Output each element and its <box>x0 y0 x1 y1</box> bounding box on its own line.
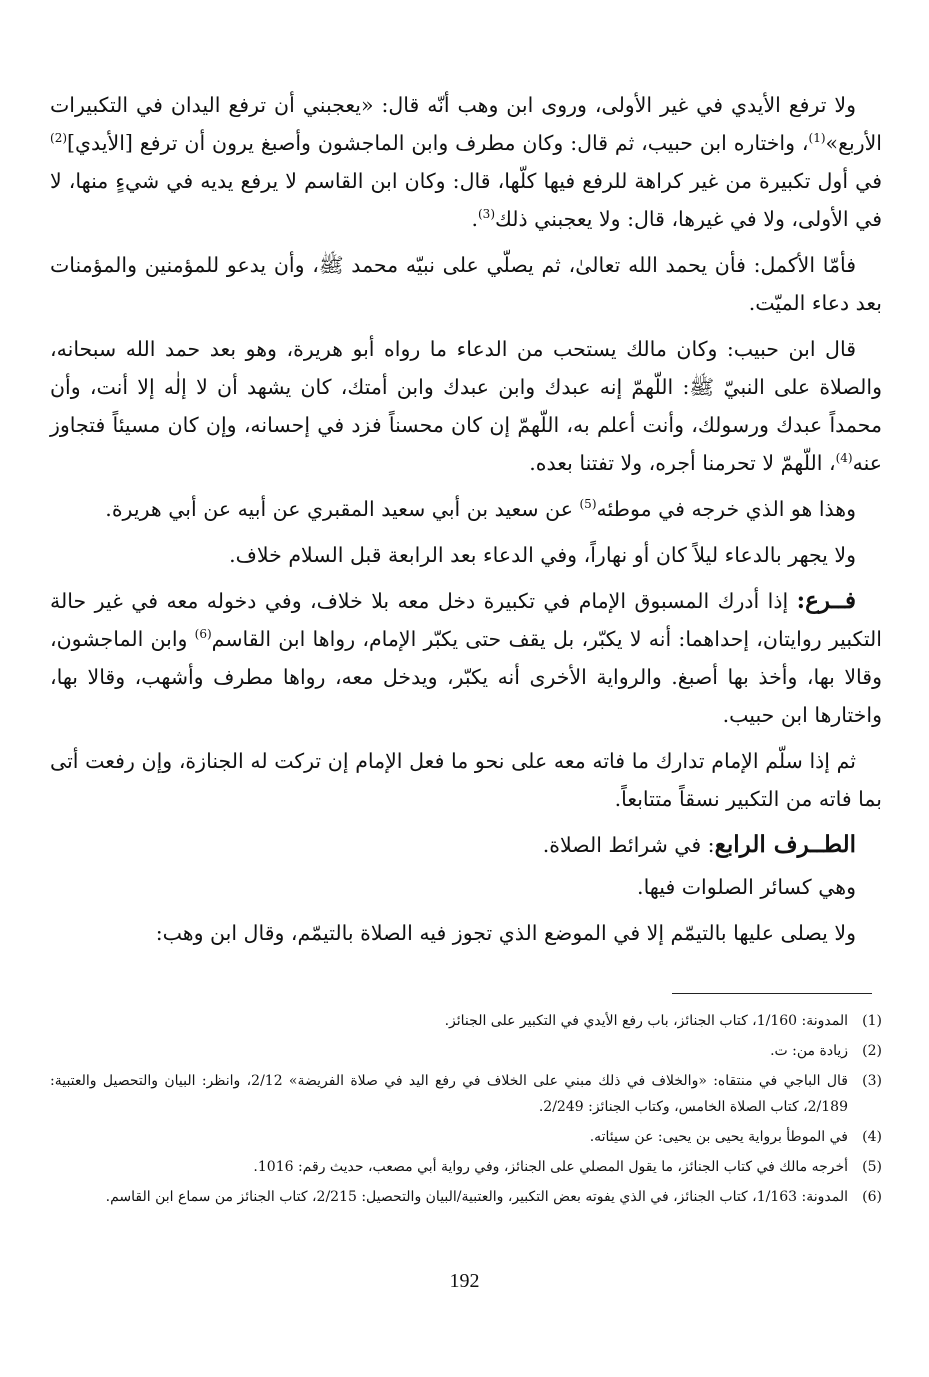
text-run: ولا ترفع الأيدي في غير الأولى، وروى ابن وهب أنّه قال: «يعجبني أن ترفع اليدان في التكبيرات الأربع» <box>50 93 882 155</box>
footnote-number: (5) <box>862 1159 882 1175</box>
footnote <box>50 1068 882 1120</box>
main-text <box>50 86 882 952</box>
footnote-number: (6) <box>862 1189 882 1205</box>
text-run: ثم إذا سلّم الإمام تدارك ما فاته معه على نحو ما فعل الإمام إن تركت له الجنازة، وإن رفعت أتى بما فاته من التكبير نسقاً متتابعاً. <box>50 749 882 811</box>
footnote-number: (3) <box>862 1073 882 1089</box>
paragraph <box>50 742 882 818</box>
text-run: . <box>471 207 478 231</box>
text-run: وابن الماجشون، وقالا بها، وأخذ بها أصبغ. والرواية الأخرى أنه يكبّر، ويدخل معه، رواها مطرف وأشهب، وقالا بها، واختارها ابن حبيب. <box>50 627 882 727</box>
text-run: ، واختاره ابن حبيب، ثم قال: وكان مطرف وابن الماجشون وأصبغ يرون أن ترفع [الأيدي] <box>67 131 809 155</box>
text-run: ولا يصلى عليها بالتيمّم إلا في الموضع الذي تجوز فيه الصلاة بالتيمّم، وقال ابن وهب: <box>155 921 856 945</box>
text-run: ، اللّهمّ لا تحرمنا أجره، ولا تفتنا بعده. <box>529 451 836 475</box>
footnotes <box>50 1008 882 1214</box>
paragraph <box>50 536 882 574</box>
footnote-separator <box>672 993 872 994</box>
section-lead: الطــرف الرابع <box>714 831 856 858</box>
footnote-text: قال الباجي في منتقاه: «والخلاف في ذلك مبني على الخلاف في رفع اليد في صلاة الفريضة» 2/12، وانظر: البيان والتحصيل والعتبية: 2/189، كتاب الصلاة الخامس، وكتاب الجنائز: 2/249. <box>50 1073 848 1115</box>
paragraph <box>50 582 882 734</box>
footnote <box>50 1124 882 1150</box>
text-run: عن سعيد بن أبي سعيد المقبري عن أبيه عن أبي هريرة. <box>105 497 580 521</box>
footnote <box>50 1154 882 1180</box>
paragraph <box>50 246 882 322</box>
footnote-ref: (6) <box>194 627 212 642</box>
text-run: قال ابن حبيب: وكان مالك يستحب من الدعاء ما رواه أبو هريرة، وهو بعد حمد الله سبحانه، والصلاة على النبيّ ﷺ: اللّهمّ إنه عبدك وابن عبدك وابن أمتك، كان يشهد أن لا إلٰه إلا أنت، وأن محمداً عبدك ورسولك، وأنت أعلم به، اللّهمّ إن كان محسناً فزد في إحسانه، وإن كان مسيئاً فتجاوز عنه <box>50 337 882 475</box>
footnote-number: (1) <box>862 1013 882 1029</box>
footnote-ref: (1) <box>808 131 826 146</box>
section-lead: فــرع: <box>796 587 856 614</box>
footnote-ref: (2) <box>50 131 68 146</box>
text-run: إذا أدرك المسبوق الإمام في تكبيرة دخل معه بلا خلاف، وفي دخوله معه في غير حالة التكبير روايتان، إحداهما: أنه لا يكبّر، بل يقف حتى يكبّر الإمام، رواها ابن القاسم <box>50 589 882 651</box>
text-run: : في شرائط الصلاة. <box>542 833 715 857</box>
footnote-text: أخرجه مالك في كتاب الجنائز، ما يقول المصلي على الجنائز، وفي رواية أبي مصعب، حديث رقم: 1016. <box>253 1159 848 1175</box>
paragraph <box>50 826 882 864</box>
paragraph <box>50 86 882 238</box>
text-run: ولا يجهر بالدعاء ليلاً كان أو نهاراً، وفي الدعاء بعد الرابعة قبل السلام خلاف. <box>229 543 856 567</box>
footnote-text: المدونة: 1/160، كتاب الجنائز، باب رفع الأيدي في التكبير على الجنائز. <box>444 1013 848 1029</box>
text-run: وهذا هو الذي خرجه في موطئه <box>596 497 856 521</box>
footnote <box>50 1038 882 1064</box>
footnote-number: (2) <box>862 1043 882 1059</box>
paragraph <box>50 914 882 952</box>
footnote <box>50 1184 882 1210</box>
footnote-text: في الموطأ برواية يحيى بن يحيى: عن سيئاته. <box>589 1129 848 1145</box>
text-run: في أول تكبيرة من غير كراهة للرفع فيها كلّها، قال: وكان ابن القاسم لا يرفع يديه في شيءٍ منها، لا في الأولى، ولا في غيرها، قال: ولا يعجبني ذلك <box>50 169 882 231</box>
footnote-ref: (3) <box>477 207 495 222</box>
footnote-ref: (4) <box>835 451 853 466</box>
paragraph <box>50 490 882 528</box>
text-run: وهي كسائر الصلوات فيها. <box>637 875 856 899</box>
paragraph <box>50 868 882 906</box>
footnote <box>50 1008 882 1034</box>
page-number: 192 <box>449 1270 480 1292</box>
page-body <box>50 86 882 960</box>
text-run: فأمّا الأكمل: فأن يحمد الله تعالىٰ، ثم يصلّي على نبيّه محمد ﷺ، وأن يدعو للمؤمنين والمؤمنات بعد دعاء الميّت. <box>50 253 882 315</box>
footnote-text: زيادة من: ت. <box>770 1043 848 1059</box>
footnote-ref: (5) <box>579 497 597 512</box>
footnote-text: المدونة: 1/163، كتاب الجنائز، في الذي يفوته بعض التكبير، والعتبية/البيان والتحصيل: 2/215، كتاب الجنائز من سماع ابن القاسم. <box>105 1189 848 1205</box>
footnote-number: (4) <box>862 1129 882 1145</box>
paragraph <box>50 330 882 482</box>
